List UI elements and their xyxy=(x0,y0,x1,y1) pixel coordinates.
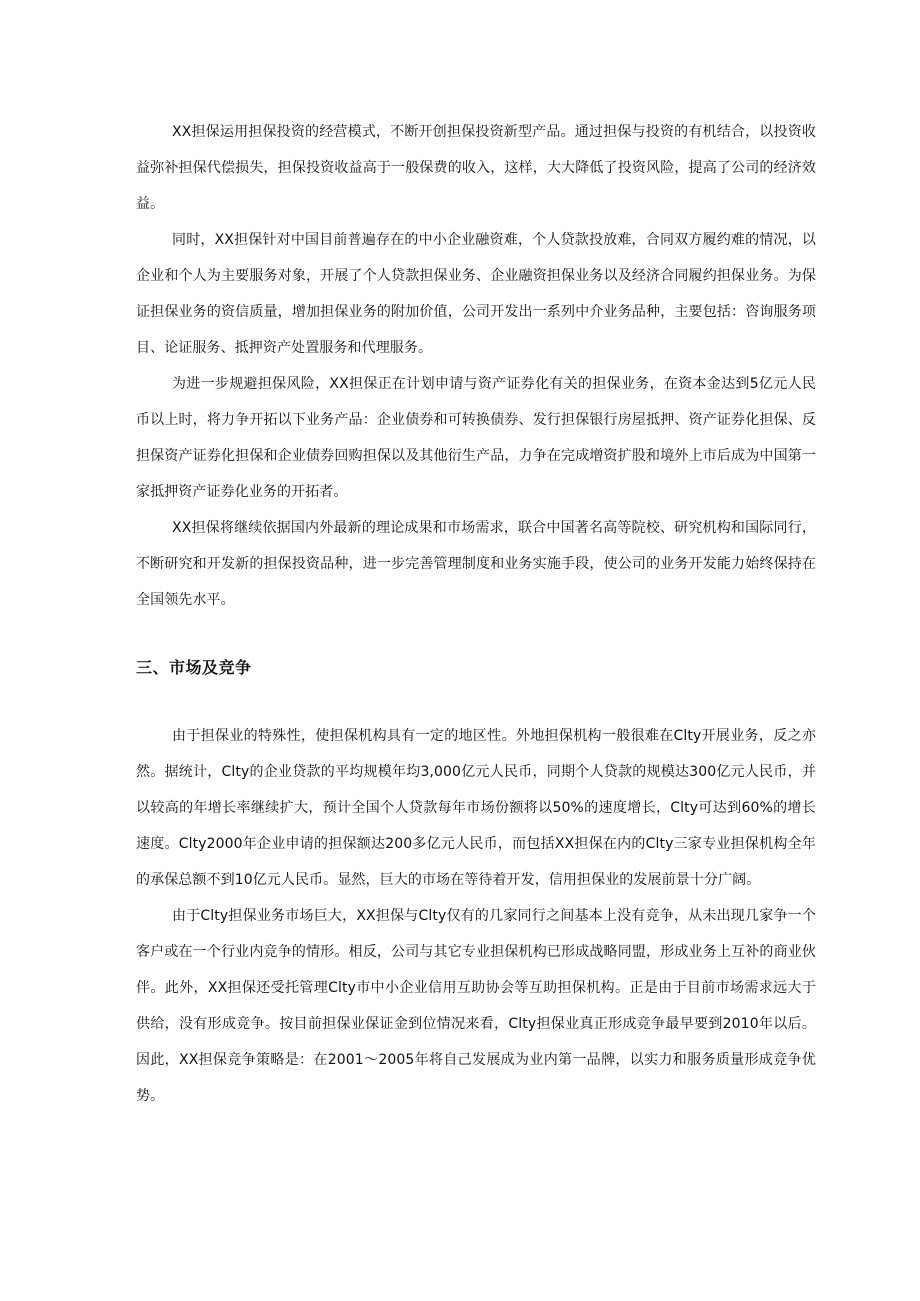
document-body xyxy=(136,114,816,1114)
paragraph-competition-strategy: 由于Clty担保业务市场巨大，XX担保与Clty仅有的几家同行之间基本上没有竞争，从未出现几家争一个客户或在一个行业内竞争的情形。相反，公司与其它专业担保机构已形成战略同盟，形成业务上互补的商业伙伴。此外，XX担保还受托管理Clty市中小企业信用互助协会等互助担保机构。正是由于目前市场需求远大于供给，没有形成竞争。按目前担保业保证金到位情况来看，Clty担保业真正形成竞争最早要到2010年以后。因此，XX担保竞争策略是：在2001～2005年将自己发展成为业内第一品牌，以实力和服务质量形成竞争优势。 xyxy=(136,908,816,1104)
spacer xyxy=(136,618,816,650)
paragraph-investment-model: XX担保运用担保投资的经营模式，不断开创担保投资新型产品。通过担保与投资的有机结合，以投资收益弥补担保代偿损失，担保投资收益高于一般保费的收入，这样，大大降低了投资风险，提高了公司的经济效益。 xyxy=(136,124,816,212)
paragraph-research-development: XX担保将继续依据国内外最新的理论成果和市场需求，联合中国著名高等院校、研究机构和国际同行，不断研究和开发新的担保投资品种，进一步完善管理制度和业务实施手段，使公司的业务开发能力始终保持在全国领先水平。 xyxy=(136,520,816,608)
section-heading-market-competition: 三、市场及竞争 xyxy=(136,658,252,677)
paragraph-service-targets: 同时，XX担保针对中国目前普遍存在的中小企业融资难，个人贷款投放难，合同双方履约难的情况，以企业和个人为主要服务对象，开展了个人贷款担保业务、企业融资担保业务以及经济合同履约担保业务。为保证担保业务的资信质量，增加担保业务的附加价值，公司开发出一系列中介业务品种，主要包括：咨询服务项目、论证服务、抵押资产处置服务和代理服务。 xyxy=(136,232,816,356)
spacer xyxy=(136,686,816,718)
paragraph-market-size: 由于担保业的特殊性，使担保机构具有一定的地区性。外地担保机构一般很难在Clty开展业务，反之亦然。据统计，Clty的企业贷款的平均规模年均3,000亿元人民币，同期个人贷款的规模达300亿元人民币，并以较高的年增长率继续扩大，预计全国个人贷款每年市场份额将以50%的速度增长，Clty可达到60%的增长速度。Clty2000年企业申请的担保额达200多亿元人民币，而包括XX担保在内的Clty三家专业担保机构全年的承保总额不到10亿元人民币。显然，巨大的市场在等待着开发，信用担保业的发展前景十分广阔。 xyxy=(136,728,816,888)
paragraph-securitization-plan: 为进一步规避担保风险，XX担保正在计划申请与资产证券化有关的担保业务，在资本金达到5亿元人民币以上时，将力争开拓以下业务产品：企业债券和可转换债券、发行担保银行房屋抵押、资产证券化担保、反担保资产证券化担保和企业债券回购担保以及其他衍生产品，力争在完成增资扩股和境外上市后成为中国第一家抵押资产证券化业务的开拓者。 xyxy=(136,376,816,500)
